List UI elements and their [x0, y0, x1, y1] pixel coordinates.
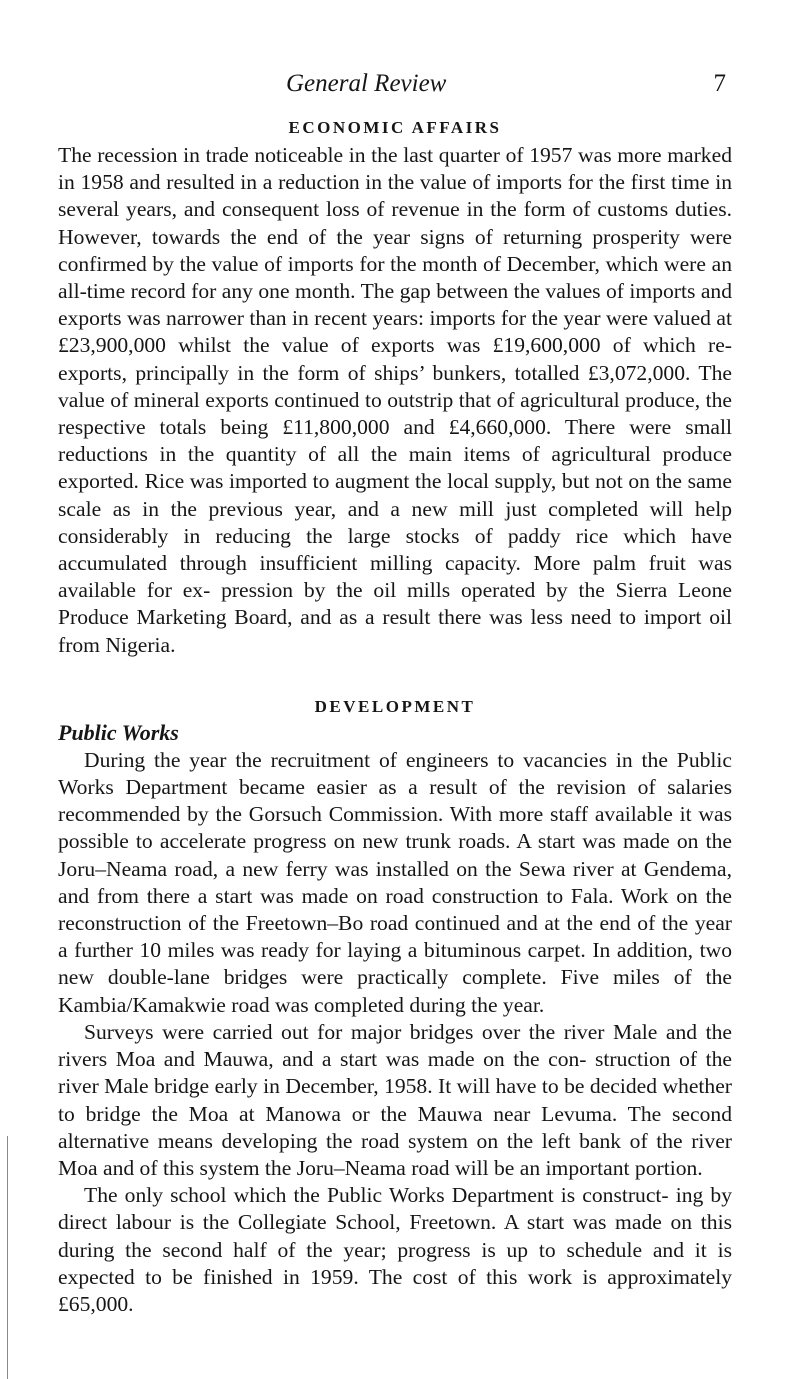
public-works-paragraph-recruitment: During the year the recruitment of engineers to vacancies in the Public Works Department became easier as a result of the revision of salaries recommended by the Gorsuch Commission. With more staff available it was possible to accelerate progress on new trunk roads. A start was made on the Joru–Neama road, a new ferry was installed on the Sewa river at Gendema, and from there a start was made on road construction to Fala. Work on the reconstruction of the Freetown–Bo road continued and at the end of the year a further 10 miles was ready for laying a bituminous carpet. In addition, two new double-lane bridges were practically complete. Five miles of the Kambia/Kamakwie road was completed during the year.: [58, 747, 732, 1017]
page-number: 7: [713, 70, 726, 97]
public-works-subheading: Public Works: [58, 719, 179, 745]
public-works-paragraph-school: The only school which the Public Works Department is construct- ing by direct labour is the Collegiate School, Freetown. A start was made on this during the second half of the year; progress is up to schedule and it is expected to be finished in 1959. The cost of this work is approximately £65,000.: [58, 1183, 732, 1316]
economic-affairs-paragraph: The recession in trade noticeable in the last quarter of 1957 was more marked in 1958 and resulted in a reduction in the value of imports for the first time in several years, and consequent loss of revenue in the form of customs duties. However, towards the end of the year signs of returning prosperity were confirmed by the value of imports for the month of December, which were an all-time record for any one month. The gap between the values of imports and exports was narrower than in recent years: imports for the year were valued at £23,900,000 whilst the value of exports was £19,600,000 of which re-exports, principally in the form of ships’ bunkers, totalled £3,072,000. The value of mineral exports continued to outstrip that of agricultural produce, the respective totals being £11,800,000 and £4,660,000. There were small reductions in the quantity of all the main items of agricultural produce exported. Rice was imported to augment the local supply, but not on the same scale as in the previous year, and a new mill just completed will help considerably in reducing the large stocks of paddy rice which have accumulated through insufficient milling capacity. More palm fruit was available for ex- pression by the oil mills operated by the Sierra Leone Produce Marketing Board, and as a result there was less need to import oil from Nigeria.: [58, 143, 732, 657]
development-section: [58, 697, 732, 1318]
running-title: General Review: [286, 70, 447, 97]
scan-margin-line: [7, 1136, 8, 1379]
public-works-paragraph-surveys: Surveys were carried out for major bridges over the river Male and the rivers Moa and Mauwa, and a start was made on the con- struction of the river Male bridge early in December, 1958. It will have to be decided whether to bridge the Moa at Manowa or the Mauwa near Levuma. The second alternative means developing the road system on the left bank of the river Moa and of this system the Joru–Neama road will be an important portion.: [58, 1019, 732, 1180]
document-page: [58, 70, 732, 1318]
running-header: [58, 70, 732, 106]
economic-affairs-heading: ECONOMIC AFFAIRS: [288, 118, 502, 137]
economic-affairs-section: [58, 118, 732, 659]
development-heading: DEVELOPMENT: [314, 696, 476, 716]
